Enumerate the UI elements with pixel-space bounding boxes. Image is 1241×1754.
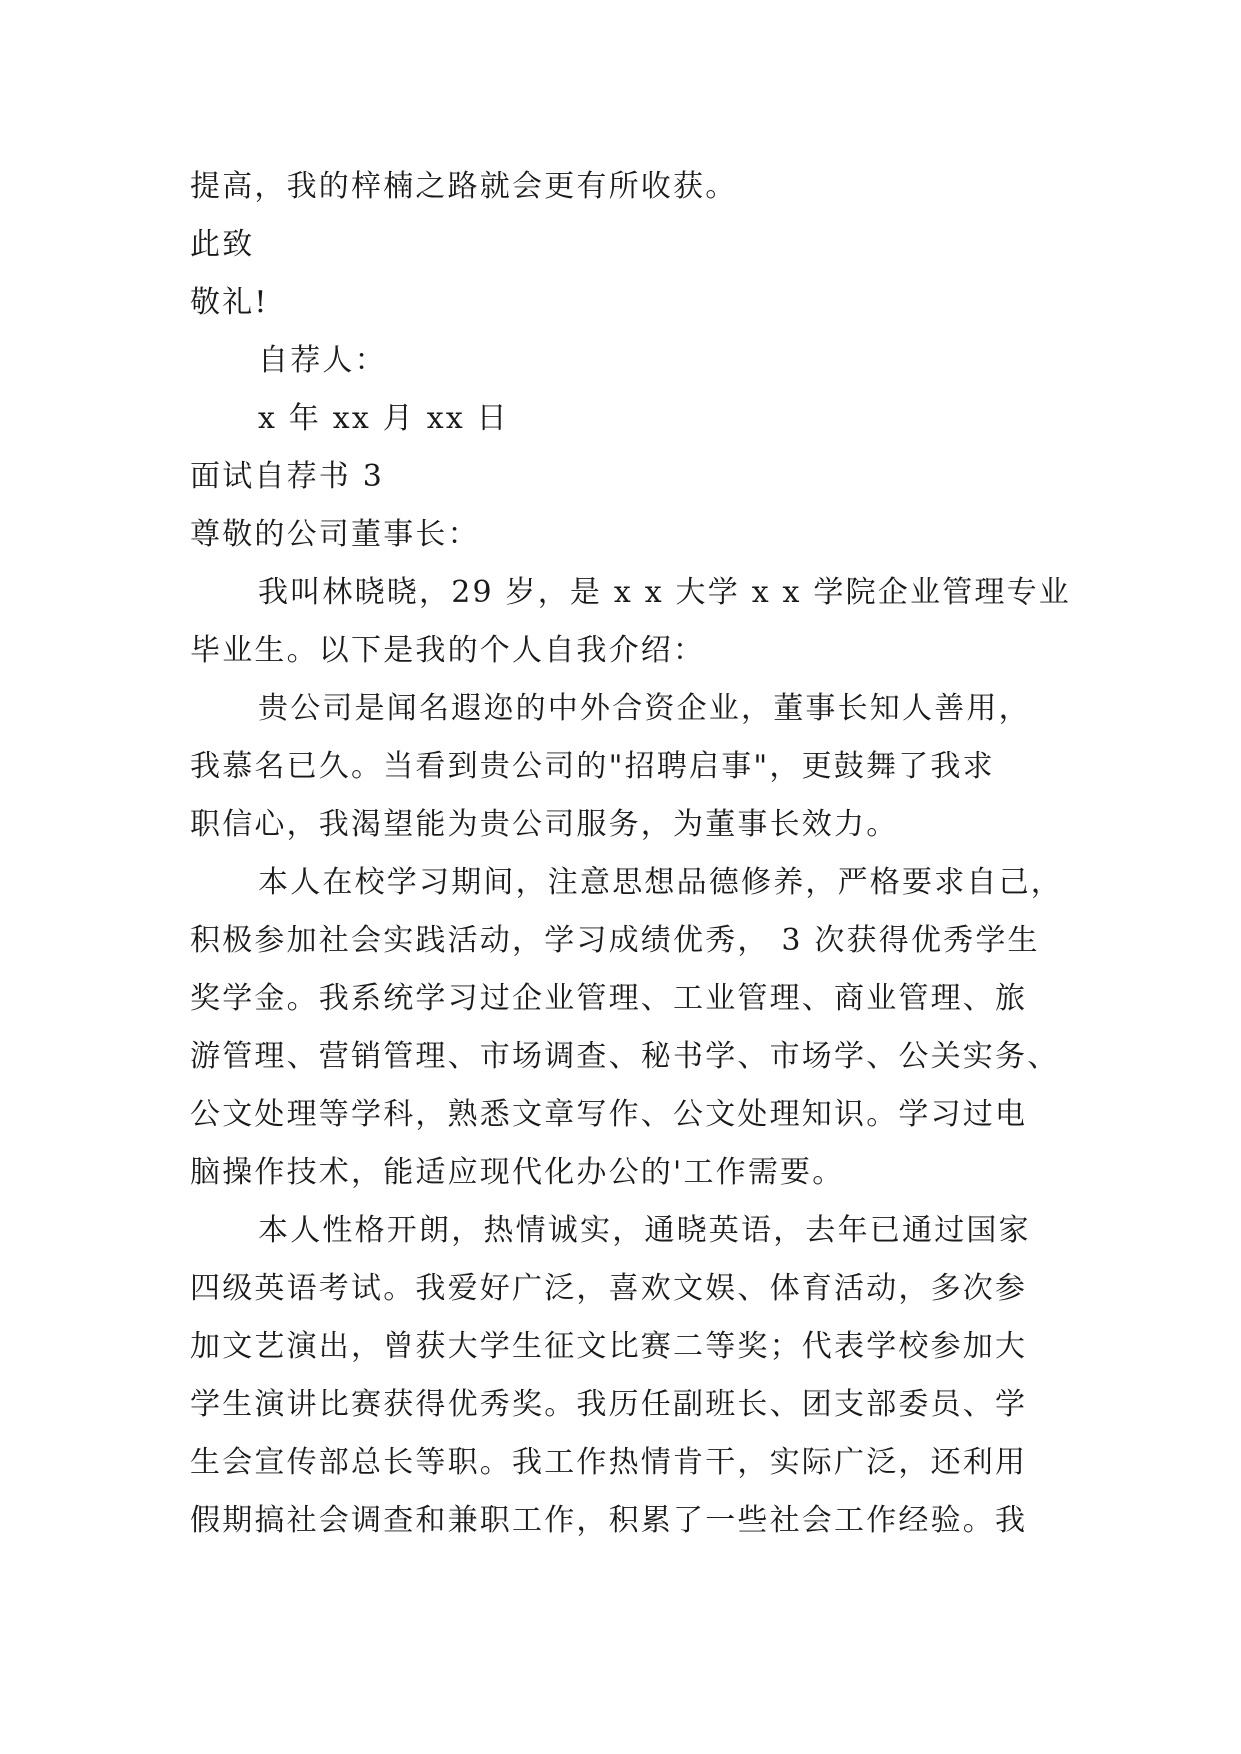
text-line: 生会宣传部总长等职。我工作热情肯干，实际广泛，还利用 xyxy=(190,1445,1028,1480)
text-line: 本人在校学习期间，注意思想品德修养，严格要求自己， xyxy=(258,865,1063,900)
signature-date: x 年 xx 月 xx 日 xyxy=(258,401,509,436)
text-line: 毕业生。以下是我的个人自我介绍： xyxy=(190,633,706,668)
text-line: 职信心，我渴望能为贵公司服务，为董事长效力。 xyxy=(190,807,899,842)
closing-salutation: 此致 xyxy=(190,227,255,262)
text-line: 我叫林晓晓，29 岁，是 x x 大学 x x 学院企业管理专业 xyxy=(258,575,1072,610)
text-line: 公文处理等学科，熟悉文章写作、公文处理知识。学习过电 xyxy=(190,1097,1028,1132)
letter-greeting: 尊敬的公司董事长： xyxy=(190,517,480,552)
document-body xyxy=(190,158,1072,1550)
section-heading: 面试自荐书 3 xyxy=(190,459,385,494)
text-line: 四级英语考试。我爱好广泛，喜欢文娱、体育活动，多次参 xyxy=(190,1271,1028,1306)
text-line: 游管理、营销管理、市场调查、秘书学、市场学、公关实务、 xyxy=(190,1039,1060,1074)
text-line: 本人性格开朗，热情诚实，通晓英语，去年已通过国家 xyxy=(258,1213,1031,1248)
text-line: 加文艺演出，曾获大学生征文比赛二等奖；代表学校参加大 xyxy=(190,1329,1028,1364)
text-line: 奖学金。我系统学习过企业管理、工业管理、商业管理、旅 xyxy=(190,981,1028,1016)
closing-regards: 敬礼! xyxy=(190,285,269,320)
text-line: 贵公司是闻名遐迩的中外合资企业，董事长知人善用， xyxy=(258,691,1031,726)
text-line: 提高，我的梓楠之路就会更有所收获。 xyxy=(190,169,738,204)
text-line: 积极参加社会实践活动，学习成绩优秀， 3 次获得优秀学生 xyxy=(190,923,1040,958)
text-line: 学生演讲比赛获得优秀奖。我历任副班长、团支部委员、学 xyxy=(190,1387,1028,1422)
text-line: 我慕名已久。当看到贵公司的"招聘启事"，更鼓舞了我求 xyxy=(190,749,995,784)
signature-label: 自荐人： xyxy=(258,343,387,378)
text-line: 脑操作技术，能适应现代化办公的'工作需要。 xyxy=(190,1155,845,1190)
text-line: 假期搞社会调查和兼职工作，积累了一些社会工作经验。我 xyxy=(190,1503,1028,1538)
